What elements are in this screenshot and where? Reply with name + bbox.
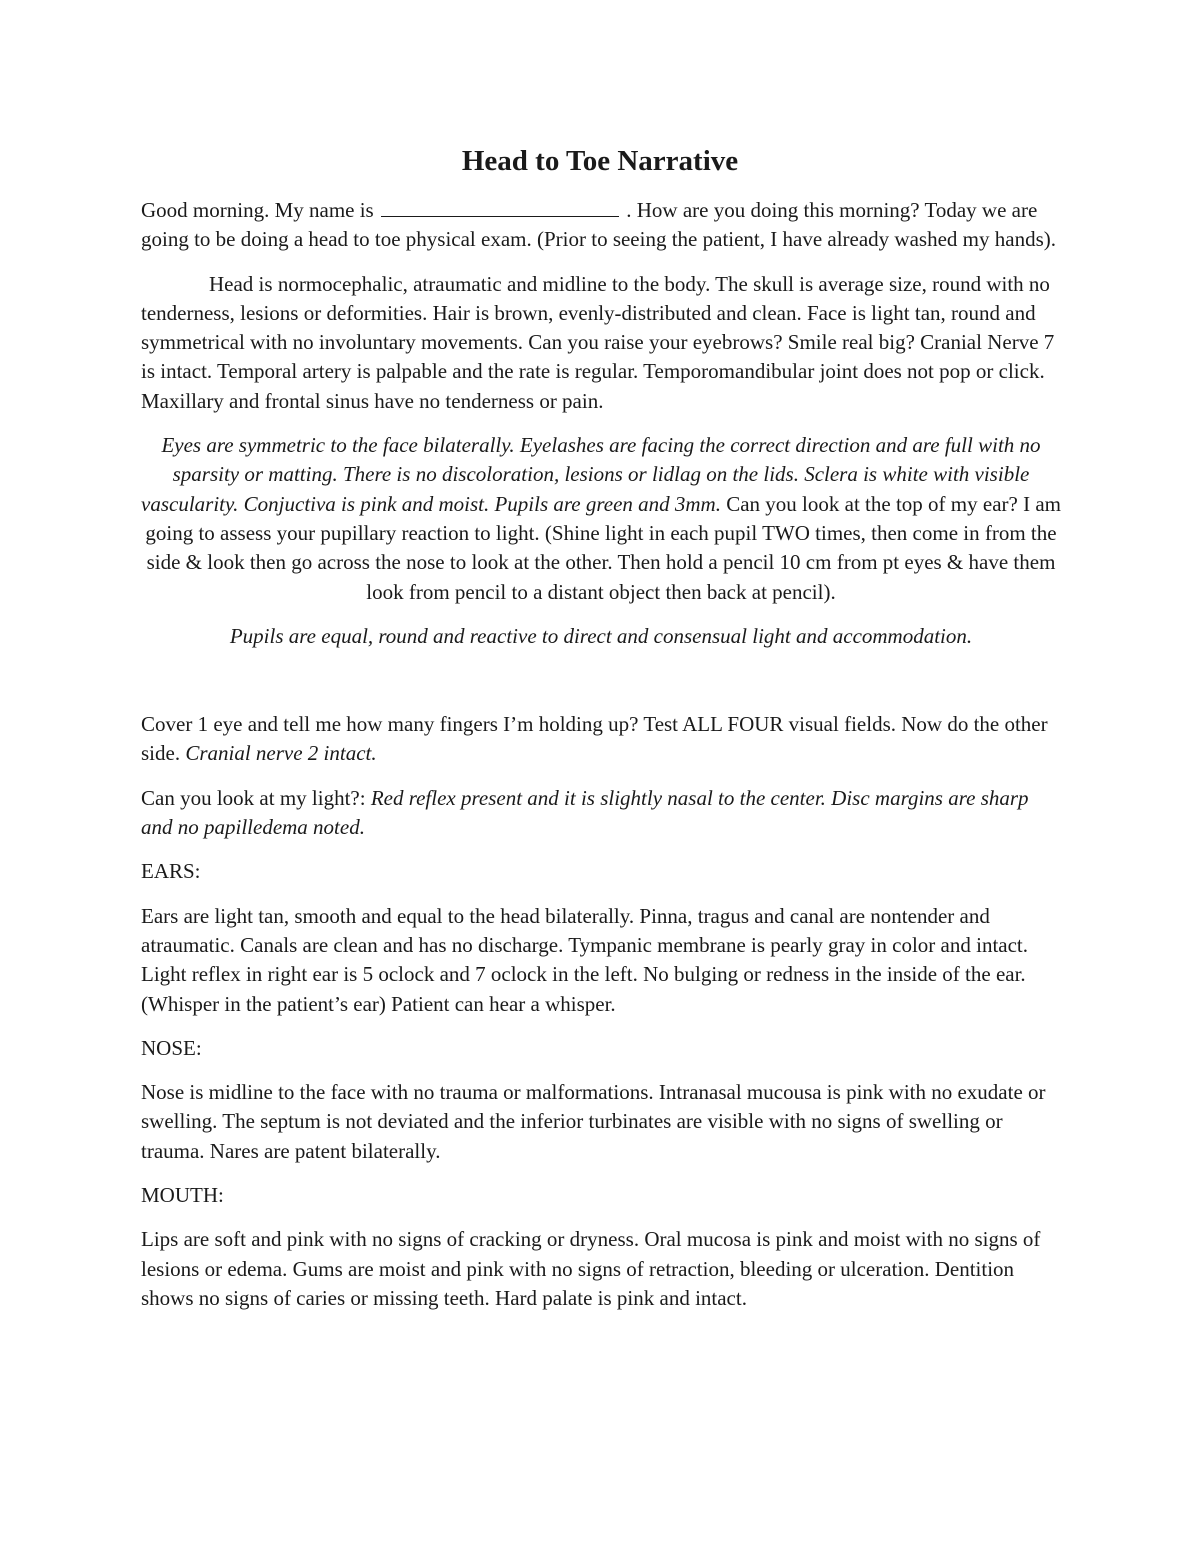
name-blank-line: [381, 198, 619, 217]
ears-paragraph: Ears are light tan, smooth and equal to the head bilaterally. Pinna, tragus and canal are nontender and atraumatic. Canals are clean and has no discharge. Tympanic membrane is pearly gray in color and intact. Light reflex in right ear is 5 oclock and 7 oclock in the left. No bulging or redness in the inside of the ear. (Whisper in the patient’s ear) Patient can hear a whisper.: [141, 903, 1029, 1016]
ears-heading: EARS:: [141, 859, 201, 884]
eyes-findings: Eyes are symmetric to the face bilaterally. Eyelashes are facing the correct direction and are full with no sparsity or matting. There is no discoloration, lesions or lidlag on the lids. Sclera is white with visible vascularity. Conjuctiva is pink and moist. Pupils are green and 3mm.: [141, 433, 1041, 516]
red-reflex-paragraph: [141, 784, 1061, 843]
document-title: Head to Toe Narrative: [461, 145, 739, 177]
intro-greeting: Good morning. My name is: [141, 198, 374, 222]
section-gap: [141, 666, 1061, 710]
intro-rest: . How are you doing this morning? Today we are going to be doing a head to toe physical exam. (Prior to seeing the patient, I have already washed my hands).: [141, 198, 1056, 252]
visual-fields-paragraph: [141, 710, 1061, 769]
eyes-instructions: Can you look at the top of my ear? I am going to assess your pupillary reaction to light. (Shine light in each pupil TWO times, then come in from the side & look then go across the nose to look at the other. Then hold a pencil 10 cm from pt eyes & have them look from pencil to a distant object then back at pencil).: [145, 491, 1061, 604]
nose-paragraph: Nose is midline to the face with no trauma or malformations. Intranasal mucousa is pink with no exudate or swelling. The septum is not deviated and the inferior turbinates are visible with no signs of swelling or trauma. Nares are patent bilaterally.: [141, 1080, 1046, 1163]
visual-fields-instructions: Cover 1 eye and tell me how many fingers I’m holding up? Test ALL FOUR visual fields. Now do the other side.: [141, 712, 1048, 766]
red-reflex-prompt: Can you look at my light?:: [141, 785, 371, 810]
mouth-paragraph: Lips are soft and pink with no signs of cracking or dryness. Oral mucosa is pink and moist with no signs of lesions or edema. Gums are moist and pink with no signs of retraction, bleeding or ulceration. Dentition shows no signs of caries or missing teeth. Hard palate is pink and intact.: [141, 1227, 1041, 1310]
document-body: [141, 196, 1061, 1328]
nose-heading: NOSE:: [141, 1035, 202, 1060]
visual-fields-finding: Cranial nerve 2 intact.: [185, 741, 377, 766]
eyes-paragraph: [141, 431, 1061, 607]
perrla-paragraph: [141, 622, 1061, 651]
mouth-heading: MOUTH:: [141, 1183, 224, 1208]
head-paragraph: Head is normocephalic, atraumatic and midline to the body. The skull is average size, round with no tenderness, lesions or deformities. Hair is brown, evenly-distributed and clean. Face is light tan, round and symmetrical with no involuntary movements. Can you raise your eyebrows? Smile real big? Cranial Nerve 7 is intact. Temporal artery is palpable and the rate is regular. Temporomandibular joint does not pop or click. Maxillary and frontal sinus have no tenderness or pain.: [141, 271, 1055, 413]
intro-paragraph: [141, 196, 1061, 255]
perrla-text: Pupils are equal, round and reactive to direct and consensual light and accommodation.: [229, 623, 973, 648]
red-reflex-finding: Red reflex present and it is slightly nasal to the center. Disc margins are sharp and no papilledema noted.: [141, 785, 1029, 840]
